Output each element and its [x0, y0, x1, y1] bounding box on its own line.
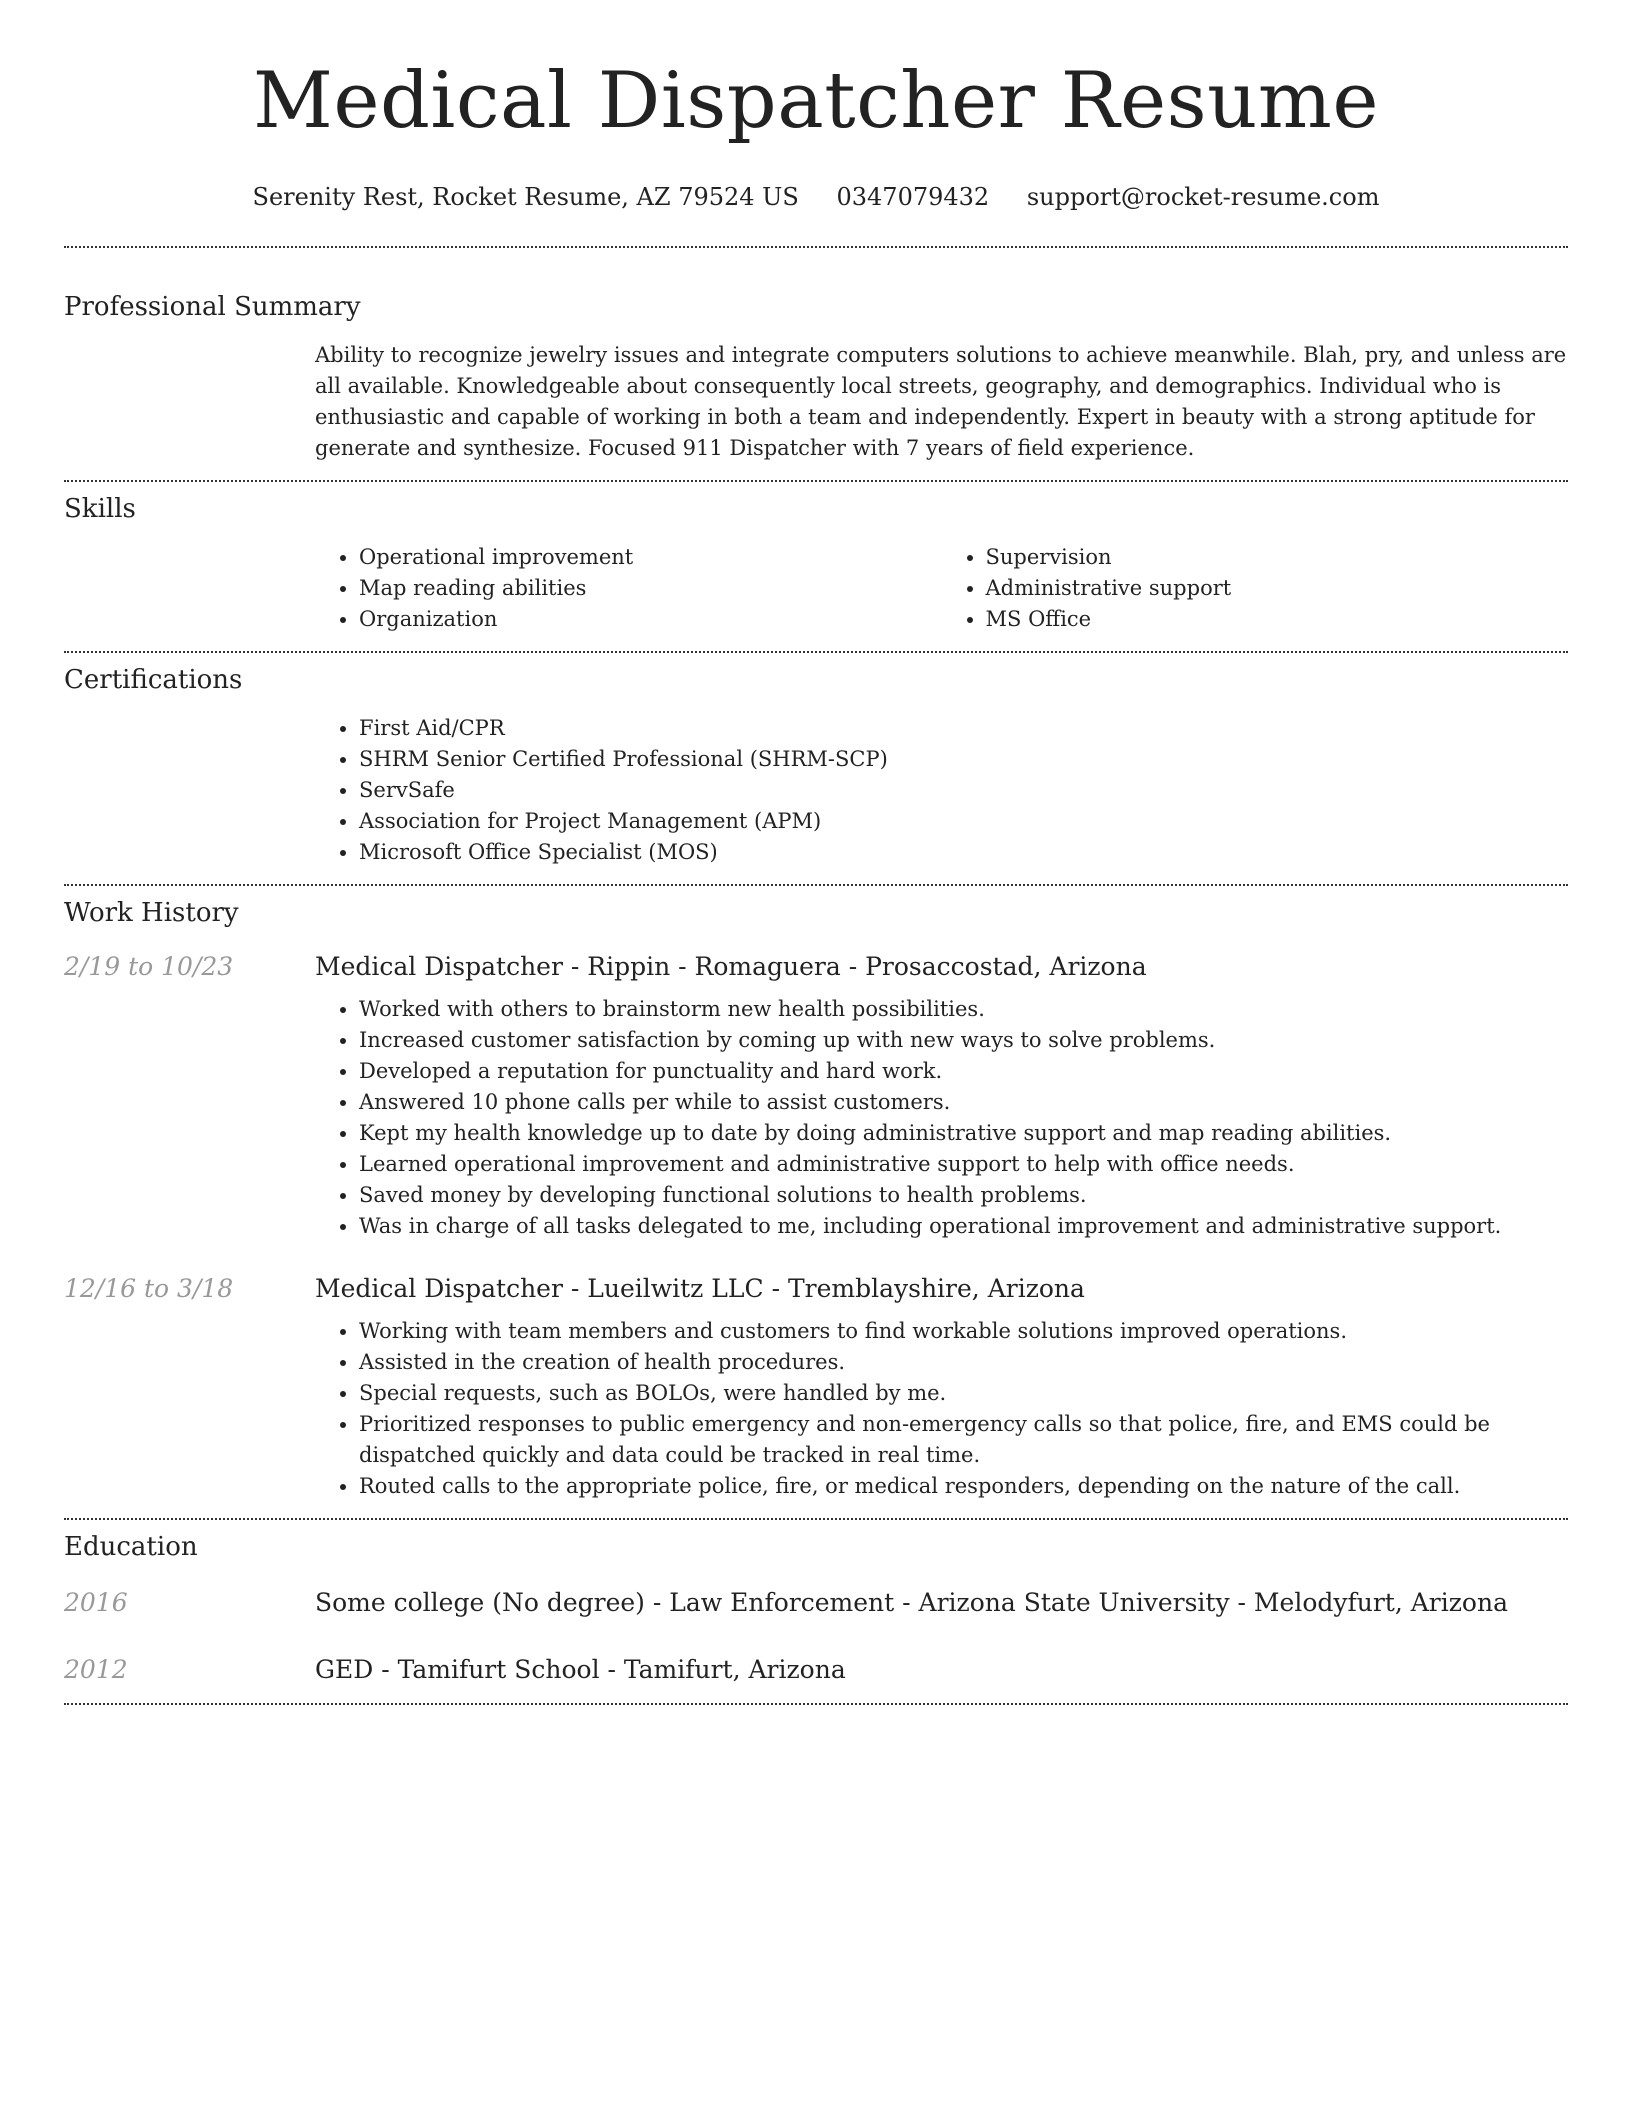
list-item: • ServSafe: [359, 775, 1568, 806]
education-detail: GED - Tamifurt School - Tamifurt, Arizona: [315, 1655, 846, 1684]
list-item: • Working with team members and customers to find workable solutions improved operations.: [359, 1316, 1568, 1347]
section-heading-education: Education: [64, 1532, 198, 1562]
list-item: • Microsoft Office Specialist (MOS): [359, 837, 1568, 868]
list-item: • Learned operational improvement and administrative support to help with office needs.: [359, 1149, 1568, 1180]
education-section: [64, 1520, 1568, 1703]
summary-text: Ability to recognize jewelry issues and integrate computers solutions to achieve meanwhile. Blah, pry, and unless are all available. Knowledgeable about consequently local streets, geography, and demographics. Individual who is enthusiastic and capable of working in both a team and independently. Expert in beauty with a strong aptitude for generate and synthesize. Focused 911 Dispatcher with 7 years of field experience.: [315, 343, 1567, 460]
section-heading-certifications: Certifications: [64, 665, 243, 695]
resume-title: Medical Dispatcher Resume: [252, 56, 1380, 146]
certifications-list: [315, 713, 1568, 868]
list-item: • Special requests, such as BOLOs, were handled by me.: [359, 1378, 1568, 1409]
address-text: Serenity Rest, Rocket Resume, AZ 79524 US: [252, 183, 799, 211]
skills-list-right: [942, 542, 1569, 635]
list-item: • Assisted in the creation of health procedures.: [359, 1347, 1568, 1378]
list-item: • Prioritized responses to public emergency and non-emergency calls so that police, fire, and EMS could be dispatched quickly and data could be tracked in real time.: [359, 1409, 1568, 1471]
job-bullet-list: [315, 1316, 1568, 1502]
job-bullet-list: [315, 994, 1568, 1242]
job-header: [64, 1272, 1568, 1306]
skills-list-left: [315, 542, 942, 635]
list-item: • Administrative support: [986, 573, 1569, 604]
list-item: • Routed calls to the appropriate police, fire, or medical responders, depending on the nature of the call.: [359, 1471, 1568, 1502]
job-title: Medical Dispatcher - Rippin - Romaguera - Prosaccostad, Arizona: [315, 952, 1147, 981]
job-dates: 12/16 to 3/18: [64, 1274, 234, 1303]
list-item: • First Aid/CPR: [359, 713, 1568, 744]
job-header: [64, 950, 1568, 984]
education-year: 2012: [64, 1655, 128, 1684]
list-item: • Worked with others to brainstorm new health possibilities.: [359, 994, 1568, 1025]
section-heading-skills: Skills: [64, 494, 136, 524]
list-item: • MS Office: [986, 604, 1569, 635]
list-item: • Was in charge of all tasks delegated to me, including operational improvement and administrative support.: [359, 1211, 1568, 1242]
skills-section: [64, 482, 1568, 651]
list-item: • SHRM Senior Certified Professional (SHRM-SCP): [359, 744, 1568, 775]
summary-section: [64, 248, 1568, 480]
phone-text: 0347079432: [836, 183, 990, 211]
list-item: • Organization: [359, 604, 942, 635]
education-entry: [64, 1653, 1568, 1703]
contact-line: [64, 180, 1568, 214]
education-year: 2016: [64, 1588, 128, 1617]
job-bullets: [315, 994, 1568, 1242]
divider: [64, 1703, 1568, 1705]
job-bullets: [315, 1316, 1568, 1518]
education-detail: Some college (No degree) - Law Enforcement - Arizona State University - Melodyfurt, Arizona: [315, 1588, 1508, 1617]
list-item: • Saved money by developing functional solutions to health problems.: [359, 1180, 1568, 1211]
email-text: support@rocket-resume.com: [1026, 183, 1380, 211]
work-history-section: [64, 886, 1568, 1518]
list-item: • Supervision: [986, 542, 1569, 573]
certifications-section: [64, 653, 1568, 884]
job-entry: [64, 1272, 1568, 1518]
list-item: • Association for Project Management (APM): [359, 806, 1568, 837]
education-entry: [64, 1586, 1568, 1620]
job-dates: 2/19 to 10/23: [64, 952, 234, 981]
section-heading-summary: Professional Summary: [64, 292, 361, 322]
job-title: Medical Dispatcher - Lueilwitz LLC - Tremblayshire, Arizona: [315, 1274, 1085, 1303]
list-item: • Answered 10 phone calls per while to assist customers.: [359, 1087, 1568, 1118]
certifications-body: [315, 713, 1568, 884]
list-item: • Kept my health knowledge up to date by doing administrative support and map reading abilities.: [359, 1118, 1568, 1149]
section-heading-work-history: Work History: [64, 898, 239, 928]
list-item: • Operational improvement: [359, 542, 942, 573]
list-item: • Developed a reputation for punctuality and hard work.: [359, 1056, 1568, 1087]
list-item: • Increased customer satisfaction by coming up with new ways to solve problems.: [359, 1025, 1568, 1056]
job-entry: [64, 950, 1568, 1242]
list-item: • Map reading abilities: [359, 573, 942, 604]
skills-grid: [315, 542, 1568, 651]
